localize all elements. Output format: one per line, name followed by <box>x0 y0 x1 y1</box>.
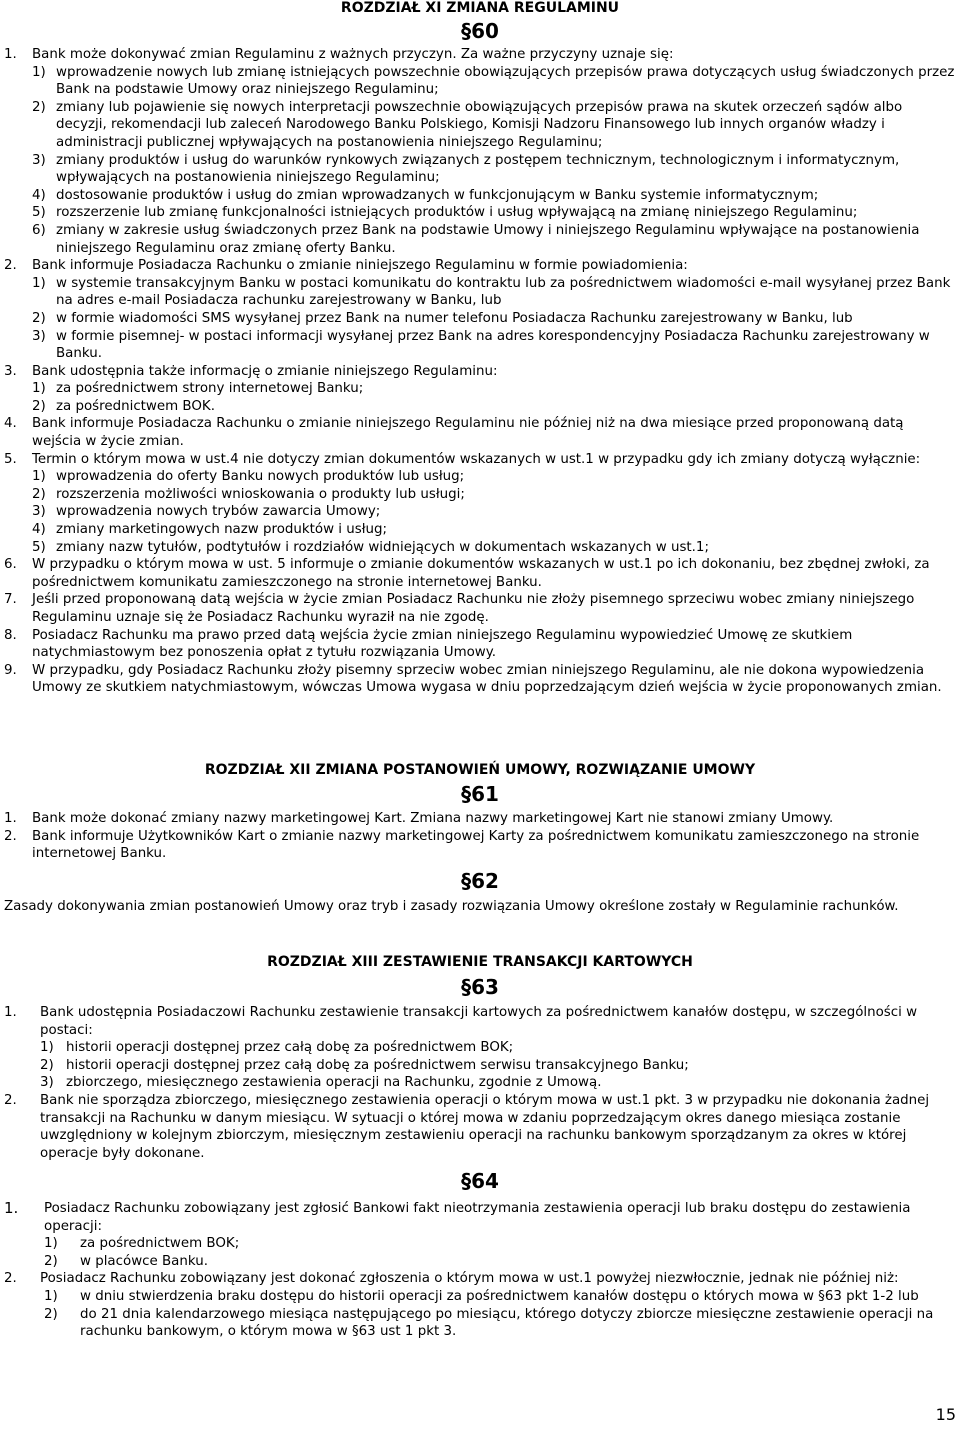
item-text: Bank udostępnia Posiadaczowi Rachunku zestawienie transakcji kartowych za pośrednictwem kanałów dostępu, w szczególności w postaci: <box>40 1005 918 1038</box>
item-number: 4. <box>4 416 17 432</box>
sub-text: do 21 dnia kalendarzowego miesiąca następującego po miesiącu, którego dotyczy zbiorcze miesięczne zestawienie operacji na rachunku bankowym, o którym mowa w §63 ust 1 pkt 3. <box>80 1306 934 1340</box>
sub-item <box>0 468 955 486</box>
list-item <box>0 828 955 863</box>
item-text: Posiadacz Rachunku ma prawo przed datą wejścia życie zmian niniejszego Regulaminu wypowiedzieć Umowę ze skutkiem natychmiastowym bez ponoszenia opłat z tytułu rozwiązania Umowy. <box>32 627 853 661</box>
item-number: 2. <box>4 828 17 844</box>
sub-item <box>0 1235 955 1253</box>
item-number: 2. <box>4 258 17 274</box>
sub-number: 1) <box>44 1236 58 1252</box>
sub-text: historii operacji dostępnej przez całą dobę za pośrednictwem serwisu transakcyjnego Banku; <box>66 1057 689 1073</box>
sub-text: wprowadzenia do oferty Banku nowych produktów lub usług; <box>56 469 465 485</box>
sub-number: 2) <box>32 398 46 414</box>
list-item <box>0 662 955 697</box>
sub-text: w placówce Banku. <box>80 1253 208 1269</box>
sub-text: zmiany marketingowych nazw produktów i usług; <box>56 522 388 538</box>
item-text: Bank nie sporządza zbiorczego, miesięcznego zestawienia operacji o którym mowa w ust.1 pkt. 3 w przypadku nie dokonania żadnej transakcji na Rachunku w danym miesiącu. W sytuacji o której mowa w zdaniu poprzedzającym okres danego miesiąca zostanie uwzględniony w kolejnym zbiorczym, miesięcznym zestawieniu operacji na rachunku bankowym sporządzanym za okres w której operacje były dokonane. <box>40 1092 930 1161</box>
sub-item <box>0 486 955 504</box>
list-item <box>0 1270 955 1288</box>
list-item <box>0 1092 955 1162</box>
chapter-13 <box>0 954 960 998</box>
paragraph-62 <box>0 870 960 892</box>
paragraph-symbol: §63 <box>461 974 499 999</box>
sub-number: 5) <box>32 205 46 221</box>
sub-number: 6) <box>32 222 46 238</box>
paragraph-symbol: §62 <box>461 869 499 893</box>
item-number: 1. <box>4 811 17 826</box>
sub-item <box>0 1039 955 1057</box>
sub-item <box>0 521 955 539</box>
sub-text: wprowadzenie nowych lub zmianę istniejących powszechnie obowiązujących przepisów prawa dotyczących usług świadczonych przez Bank na podstawie Umowy oraz niniejszego Regulaminu; <box>56 64 955 98</box>
item-text: Bank może dokonać zmiany nazwy marketingowej Kart. Zmiana nazwy marketingowej Kart nie stanowi zmiany Umowy. <box>32 811 834 826</box>
list-item <box>0 1200 955 1235</box>
chapter-13-body <box>0 1004 955 1162</box>
sub-item <box>0 187 955 205</box>
list-item <box>0 363 955 381</box>
sub-number: 1) <box>40 1040 54 1056</box>
sub-text: za pośrednictwem BOK; <box>80 1236 240 1252</box>
chapter-11-body <box>0 46 955 697</box>
item-text: W przypadku o którym mowa w ust. 5 informuje o zmianie dokumentów wskazanych w ust.1 po ich dokonaniu, bez zbędnej zwłoki, za pośrednictwem komunikatu zamieszczonego na stronie internetowej Banku. <box>32 557 930 590</box>
list-item <box>0 257 955 275</box>
sub-item <box>0 1057 955 1075</box>
item-number: 9. <box>4 662 17 678</box>
sub-number: 3) <box>32 328 46 344</box>
paragraph-symbol: §60 <box>461 18 499 43</box>
sub-item <box>0 275 955 310</box>
item-text: Bank informuje Użytkowników Kart o zmianie nazwy marketingowej Karty za pośrednictwem komunikatu zamieszczonego na stronie internetowej Banku. <box>32 828 920 862</box>
page-number: 15 <box>935 1405 956 1424</box>
item-number: 5. <box>4 451 17 467</box>
item-number: 8. <box>4 627 17 643</box>
list-item <box>0 451 955 469</box>
sub-item <box>0 1306 955 1341</box>
chapter-heading: ROZDZIAŁ XII ZMIANA POSTANOWIEŃ UMOWY, ROZWIĄZANIE UMOWY <box>204 762 756 778</box>
item-text: Bank informuje Posiadacza Rachunku o zmianie niniejszego Regulaminu nie później niż na dwa miesiące przed proponowaną datą wejścia w życie zmian. <box>32 416 904 450</box>
sub-item <box>0 1074 955 1092</box>
sub-item <box>0 222 955 257</box>
paragraph-symbol: §61 <box>461 781 499 806</box>
list-item <box>0 591 955 626</box>
sub-text: za pośrednictwem BOK. <box>56 398 215 414</box>
sub-number: 1) <box>32 469 46 485</box>
item-text: W przypadku, gdy Posiadacz Rachunku złoży pisemny sprzeciw wobec zmian niniejszego Regulaminu, ale nie dokona wypowiedzenia Umowy ze skutkiem natychmiastowym, wówczas Umowa wygasa w dniu poprzedzającym dzień wejścia w życie proponowanych zmian. <box>32 662 942 696</box>
paragraph-64-body <box>0 1200 955 1341</box>
sub-number: 3) <box>32 152 46 168</box>
item-text: Posiadacz Rachunku zobowiązany jest dokonać zgłoszenia o którym mowa w ust.1 powyżej niezwłocznie, jednak nie później niż: <box>40 1271 899 1287</box>
chapter-heading: ROZDZIAŁ XIII ZESTAWIENIE TRANSAKCJI KARTOWYCH <box>267 954 693 970</box>
sub-item <box>0 64 955 99</box>
sub-number: 5) <box>32 539 46 555</box>
item-number: 1. <box>4 47 17 62</box>
list-item <box>0 810 955 828</box>
sub-number: 4) <box>32 187 46 203</box>
item-text: Bank udostępnia także informację o zmianie niniejszego Regulaminu: <box>32 363 498 379</box>
chapter-heading: ROZDZIAŁ XI ZMIANA REGULAMINU <box>340 0 620 16</box>
item-text: Bank może dokonywać zmian Regulaminu z ważnych przyczyn. Za ważne przyczyny uznaje się: <box>32 47 674 62</box>
paragraph-64 <box>0 1170 960 1192</box>
sub-number: 1) <box>32 275 46 291</box>
item-text: Jeśli przed proponowaną datą wejścia w życie zmian Posiadacz Rachunku nie złoży pisemnego sprzeciwu wobec zmiany niniejszego Regulaminu uznaje się że Posiadacz Rachunku wyraził na nie zgodę. <box>32 592 915 625</box>
sub-text: zmiany nazw tytułów, podtytułów i rozdziałów widniejących w dokumentach wskazanych w ust.1; <box>56 539 709 555</box>
sub-item <box>0 398 955 416</box>
sub-text: zmiany w zakresie usług świadczonych przez Bank na podstawie Umowy i niniejszego Regulaminu wpływające na postanowienia niniejszego Regulaminu oraz zmianę oferty Banku. <box>56 222 920 256</box>
sub-item <box>0 99 955 152</box>
sub-text: historii operacji dostępnej przez całą dobę za pośrednictwem BOK; <box>66 1040 514 1056</box>
item-number: 1. <box>4 1005 17 1020</box>
item-number: 6. <box>4 557 17 573</box>
sub-number: 2) <box>32 99 46 115</box>
sub-number: 2) <box>32 486 46 502</box>
sub-text: zmiany lub pojawienie się nowych interpretacji powszechnie obowiązujących przepisów prawa na skutek orzeczeń sądów albo decyzji, rekomendacji lub zaleceń Narodowego Banku Polskiego, Komisji Nadzoru Finansowego lub innych organów władzy i administracji publicznej wpływających na postanowienia niniejszego Regulaminu; <box>56 99 903 150</box>
sub-text: dostosowanie produktów i usług do zmian wprowadzanych w funkcjonującym w Banku systemie informatycznym; <box>56 187 819 203</box>
sub-text: w dniu stwierdzenia braku dostępu do historii operacji za pośrednictwem kanałów dostępu o których mowa w §63 pkt 1-2 lub <box>80 1288 919 1304</box>
chapter-11 <box>0 0 960 42</box>
sub-item <box>0 380 955 398</box>
sub-item <box>0 204 955 222</box>
chapter-12-body <box>0 810 955 863</box>
paragraph-62-text: Zasady dokonywania zmian postanowień Umowy oraz tryb i zasady rozwiązania Umowy określone zostały w Regulaminie rachunków. <box>4 899 899 914</box>
sub-text: w formie pisemnej- w postaci informacji wysyłanej przez Bank na adres korespondencyjny Posiadacza Rachunku zarejestrowany w Banku. <box>56 328 930 362</box>
sub-text: w formie wiadomości SMS wysyłanej przez Bank na numer telefonu Posiadacza Rachunku zarejestrowany w Banku, lub <box>56 310 853 326</box>
sub-text: wprowadzenia nowych trybów zawarcia Umowy; <box>56 504 381 520</box>
paragraph-symbol: §64 <box>461 1169 499 1193</box>
sub-number: 1) <box>32 381 46 397</box>
sub-number: 2) <box>44 1253 58 1269</box>
sub-text: rozszerzenia możliwości wnioskowania o produkty lub usługi; <box>56 486 465 502</box>
chapter-12 <box>0 762 960 805</box>
sub-number: 1) <box>32 64 46 80</box>
sub-item <box>0 310 955 328</box>
item-number: 7. <box>4 592 17 608</box>
sub-item <box>0 152 955 187</box>
sub-number: 4) <box>32 522 46 538</box>
item-number: 3. <box>4 363 17 379</box>
sub-number: 2) <box>40 1057 54 1073</box>
item-number: 2. <box>4 1271 17 1287</box>
sub-item <box>0 328 955 363</box>
item-number: 1. <box>4 1199 19 1217</box>
item-number: 2. <box>4 1092 17 1108</box>
list-item <box>0 556 955 591</box>
sub-number: 3) <box>40 1075 54 1091</box>
sub-text: za pośrednictwem strony internetowej Banku; <box>56 381 364 397</box>
list-item <box>0 1004 955 1039</box>
list-item <box>0 627 955 662</box>
sub-text: w systemie transakcyjnym Banku w postaci komunikatu do kontraktu lub za pośrednictwem wiadomości e-mail wysyłanej przez Bank na adres e-mail Posiadacza rachunku zarejestrowany w Banku, lub <box>56 275 951 309</box>
sub-number: 3) <box>32 504 46 520</box>
sub-number: 2) <box>32 310 46 326</box>
sub-item <box>0 503 955 521</box>
list-item <box>0 415 955 450</box>
item-text: Posiadacz Rachunku zobowiązany jest zgłosić Bankowi fakt nieotrzymania zestawienia operacji lub braku dostępu do zestawienia operacji: <box>44 1201 911 1234</box>
list-item <box>0 46 955 64</box>
sub-item <box>0 1253 955 1271</box>
sub-item <box>0 539 955 557</box>
sub-text: zbiorczego, miesięcznego zestawienia operacji na Rachunku, zgodnie z Umową. <box>66 1075 602 1091</box>
sub-item <box>0 1288 955 1306</box>
item-text: Termin o którym mowa w ust.4 nie dotyczy zmian dokumentów wskazanych w ust.1 w przypadku gdy ich zmiany dotyczą wyłącznie: <box>32 451 921 467</box>
sub-text: rozszerzenie lub zmianę funkcjonalności istniejących produktów i usług wpływającą na zmianę niniejszego Regulaminu; <box>56 205 858 221</box>
sub-text: zmiany produktów i usług do warunków rynkowych związanych z postępem technicznym, technologicznym i informatycznym, wpływających na postanowienia niniejszego Regulaminu; <box>56 152 900 186</box>
sub-number: 1) <box>44 1288 58 1304</box>
item-text: Bank informuje Posiadacza Rachunku o zmianie niniejszego Regulaminu w formie powiadomienia: <box>32 258 688 274</box>
sub-number: 2) <box>44 1306 58 1322</box>
